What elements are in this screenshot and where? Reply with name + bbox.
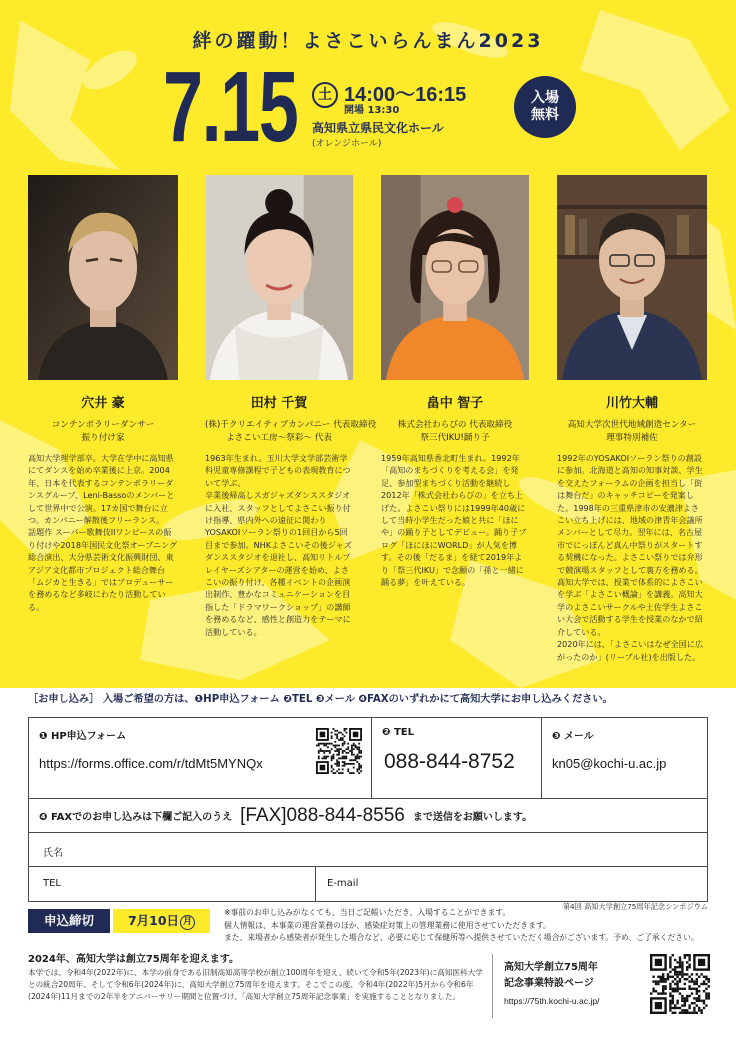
speaker-bio (557, 452, 707, 663)
speaker-bio (28, 452, 178, 613)
notes-block (224, 907, 708, 945)
speaker-name: 畠中 智子 (426, 396, 484, 411)
site-title-line: 記念事業特設ページ (504, 978, 594, 989)
deadline-date-text: 7月10日 (127, 913, 180, 928)
bio-paragraph: 高知大学理学部卒。大学在学中に高知県にてダンスを始め卒業後に上京。2004年、日本を代表するコンテンポラリーダンスグループ、Leni-Bassoのメンバーとして世界中で公演。17カ国で舞台に立つ。カンパニー解散後フリーランス。 (28, 453, 175, 526)
note-line: ※事前のお申し込みがなくても、当日ご記帳いただき、入場することができます。 (224, 908, 511, 917)
deadline-weekday: 月 (180, 915, 195, 930)
speaker-title-line: 株式会社わらびの 代表取締役 (397, 420, 513, 430)
speaker-title-line: 振り付け家 (81, 433, 125, 443)
fax-lead-text: ❹ FAXでのお申し込みは下欄ご記入のうえ (39, 812, 233, 823)
speaker-titles (557, 419, 707, 445)
name-field-row[interactable] (29, 833, 707, 867)
speaker-card-anai (28, 175, 178, 612)
speaker-title-line: コンテンポラリーダンサー (51, 420, 155, 430)
weekday-badge (312, 82, 338, 108)
speaker-card-tamura (205, 175, 377, 637)
mail-label: ❸ メール (552, 731, 594, 742)
event-time: 14:00～16:15 (344, 84, 467, 106)
anniversary-description: 本学では、令和4年(2022年)に、本学の前身である旧制高知高等学校が創立100周年を迎え、続いて令和5年(2023年)に高知医科大学との統合20周年、そして令和6年(2024年)に、高知大学創立75周年を迎えます。そこでこの度、令和4年(2022年)5月から令和6年(2024年)11月までの2年半をアニバーサリー期間と位置づけ、「高知大学創立75周年記念事業」を実施することとなりました。 (28, 968, 483, 1001)
hp-form-label: ❶ HP申込フォーム (39, 731, 127, 742)
special-site-url-link[interactable]: https://75th.kochi-u.ac.jp/ (504, 996, 600, 1006)
tel-number-link[interactable]: 088-844-8752 (384, 750, 515, 773)
speaker-photo (28, 175, 178, 380)
speaker-name: 穴井 豪 (81, 396, 125, 411)
anniversary-heading: 2024年、高知大学は創立75周年を迎えます。 (28, 954, 239, 965)
deadline-label: 申込締切 (28, 909, 110, 933)
fax-number: [FAX]088-844-8556 (240, 804, 405, 826)
symposium-note: 第4回 高知大学創立75周年記念シンポジウム (562, 902, 708, 911)
bio-paragraph: 1963年生まれ。玉川大学文学部芸術学科児童専修課程で子どもの表現教育について学ぶ。 (205, 453, 351, 488)
mail-address-link[interactable]: kn05@kochi-u.ac.jp (552, 756, 667, 771)
tel-cell (371, 718, 541, 798)
application-instructions: ［お申し込み］ 入場ご希望の方は、❶HP申込フォーム ❷TEL ❸メール ❹FAXのいずれかにて高知大学にお申し込みください。 (28, 694, 613, 705)
speaker-photo (205, 175, 353, 380)
event-title: 絆の躍動！よさこいらんまん2023 (192, 30, 544, 52)
badge-line-2: 無料 (531, 107, 559, 123)
speaker-title-line: 祭三代IKU!踊り子 (420, 433, 490, 443)
bio-paragraph: 卒業後帰高しスガジャズダンススタジオに入社、スタッフとしてよさこい振り付け指導、県内外への遠征に関わりYOSAKOIソーラン祭りの1回目から5回目まで参加。NHKよさこいその後ジャズダンススタジオを退社し、高知リトルプレイヤーズシアターの運営を始め、よさこいの振り付け、各種イベントの企画演出制作、豊かなコミュニケーションを目指した「ドラマワークショップ」の講師を務めるなど、感性と創造力をテーマに活動している。 (205, 490, 352, 637)
special-site-qr-code[interactable] (650, 954, 710, 1014)
speaker-photo (381, 175, 529, 380)
name-field-label: 氏名 (43, 848, 63, 859)
hp-form-qr-code[interactable] (316, 728, 362, 774)
speaker-bio (381, 452, 529, 588)
site-title-line: 高知大学創立75周年 (504, 962, 598, 973)
divider (492, 954, 493, 1018)
deadline-date (113, 909, 210, 933)
note-line: 個人情報は、本事業の運営業務のほか、感染症対策上の管理業務に使用させていただきます。 (224, 920, 551, 930)
speaker-title-line: 高知大学次世代地域創造センター (567, 420, 697, 430)
doors-open-time: 開場 13:30 (344, 105, 400, 116)
mail-cell (541, 718, 707, 798)
speaker-title-line: 理事特別補佐 (606, 433, 658, 443)
special-site-title (504, 960, 598, 992)
hp-form-url-link[interactable]: https://forms.office.com/r/tdMt5MYNQx (39, 756, 263, 771)
application-methods-box (28, 717, 708, 799)
weekday-text: 土 (318, 87, 332, 103)
tel-label: ❷ TEL (382, 727, 414, 738)
speaker-card-kawatake (557, 175, 707, 662)
speaker-titles (28, 419, 178, 445)
field-divider (315, 867, 316, 901)
speaker-name: 田村 千賀 (250, 396, 308, 411)
speaker-photo (557, 175, 707, 380)
contact-field-row (29, 867, 707, 901)
bio-paragraph: 2020年には、「よさこいはなぜ全国に広がったのか」(リーブル社)を出版した。 (557, 639, 704, 662)
speaker-title-line: (株)千クリエイティブカンパニー 代表取締役 (205, 420, 377, 430)
speaker-card-hatanaka (381, 175, 529, 588)
fax-instruction-row (29, 799, 707, 833)
speaker-titles (381, 419, 529, 445)
speaker-name: 川竹大輔 (605, 396, 658, 411)
fax-tail-text: まで送信をお願いします。 (412, 812, 533, 823)
bio-paragraph: 1959年高知県香北町生まれ。1992年「高知のまちづくりを考える会」を発足、参加型まちづくり活動を継続し2012年「株式会社わらびの」を立ち上げた。よさこい祭りには1999年40歳にして当時小学生だった娘と共に「ほにや」の踊り子としてデビュー。踊り子ブログ「ほにほにWORLD」が人気を博す。その後「だるま」を経て2019年より「祭三代IKU」で念願の「孫と一緒に踊る夢」を叶えている。 (381, 453, 527, 588)
venue-subname: (オレンジホール) (312, 139, 382, 149)
badge-line-1: 入場 (531, 90, 559, 106)
speaker-titles (205, 419, 377, 445)
bio-paragraph: 1992年のYOSAKOIソーラン祭りの創設に参加。北海道と高知の知事対談、学生を交えたフォーラムの企画を担当し「街は舞台だ」のキャッチコピーを発案した。1998年の三重県津市の安濃津よさこい立ち上げには、地域の津青年会議所メンバーとして尽力。翌年には、名古屋市でにっぽんど真ん中祭りがスタートする契機になった。よさこい祭りでは弁形で競演場スタッフとして裏方を務める。高知大学では、授業で体系的によさこいを学ぶ「よさこい概論」を講義。高知大学のよさこいサークルや土佐学生よさこい大会で活動する学生を授業のなかで紹介している。 (557, 453, 703, 637)
free-admission-badge (514, 76, 576, 138)
speaker-bio (205, 452, 353, 638)
speaker-title-line: よさこい工房～祭彩～ 代表 (226, 433, 332, 443)
fax-form-box (28, 798, 708, 902)
note-line: また、来場者から感染者が発生した場合など、必要に応じて保健所等へ提供させていただく場合がございます。予め、ご了承ください。 (224, 933, 699, 942)
email-field-label: E-mail (327, 878, 359, 889)
hp-form-cell (29, 718, 371, 798)
event-date: 7.15 (163, 51, 298, 163)
venue-name: 高知県立県民文化ホール (312, 121, 444, 135)
bio-paragraph: 話題作 スーパー歌舞伎IIワンピースの振り付けや2018年国民文化祭オープニング総合演出、大分県芸術文化振興財団、東アジア文化都市プロジェクト総合舞台「ムジカと生きる」ではプロデューサーを務めるなど多岐にわたり活動している。 (28, 527, 178, 612)
tel-field-label: TEL (43, 878, 61, 889)
